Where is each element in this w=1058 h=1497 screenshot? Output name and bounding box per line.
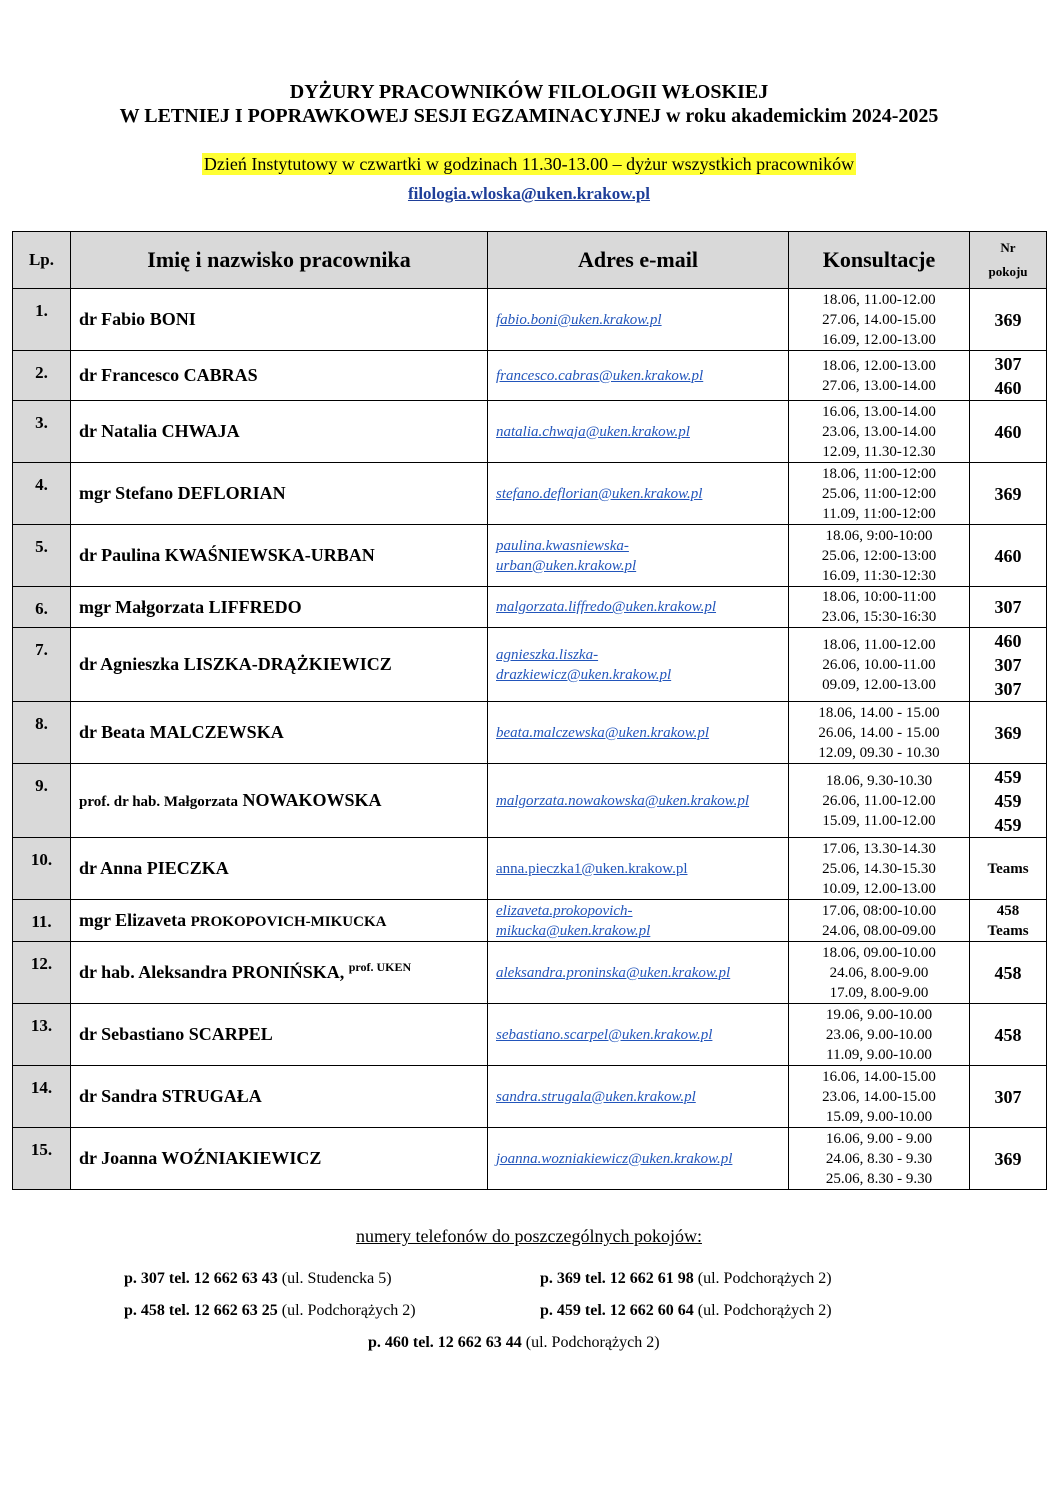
- room-number: [970, 900, 1047, 942]
- consultation-slot: 18.06, 11.00-12.00: [822, 636, 936, 653]
- email-cell: [488, 764, 789, 838]
- email-line: aleksandra.proninska@uken.krakow.pl: [496, 964, 731, 981]
- row-number: 9.: [13, 764, 71, 838]
- header-consultations: Konsultacje: [789, 232, 970, 289]
- employee-title-firstname: dr hab. Aleksandra: [79, 962, 228, 982]
- table-row: [13, 942, 1047, 1004]
- institute-day-note: [0, 154, 1058, 175]
- employee-title-firstname: dr Joanna: [79, 1148, 158, 1168]
- room-number: [970, 628, 1047, 702]
- email-line: urban@uken.krakow.pl: [496, 557, 637, 574]
- email-line: paulina.kwasniewska-: [496, 537, 629, 554]
- room-value: 307: [994, 678, 1022, 699]
- table-row: [13, 1066, 1047, 1128]
- phones-title: numery telefonów do poszczególnych pokojów:: [356, 1226, 702, 1246]
- email-cell: [488, 900, 789, 942]
- phone-label: p. 459 tel. 12 662 60 64: [540, 1302, 694, 1319]
- table-row: [13, 628, 1047, 702]
- employee-surname: PRONIŃSKA,: [231, 962, 345, 982]
- consultation-slot: 18.06, 12.00-13.00: [822, 357, 936, 374]
- employee-surname: MALCZEWSKA: [149, 722, 284, 742]
- employee-name: [71, 289, 488, 351]
- employee-name: [71, 764, 488, 838]
- table-row: [13, 525, 1047, 587]
- email-cell: [488, 1004, 789, 1066]
- room-value: 369: [994, 309, 1022, 330]
- consultation-slot: 16.06, 14.00-15.00: [822, 1068, 936, 1085]
- consultation-slot: 16.09, 11:30-12:30: [821, 567, 937, 584]
- consultation-slot: 26.06, 14.00 - 15.00: [818, 724, 940, 741]
- employee-title-firstname: dr Beata: [79, 722, 146, 742]
- employee-name: [71, 1004, 488, 1066]
- consultation-times: [789, 351, 970, 401]
- email-link[interactable]: [496, 484, 788, 504]
- consultation-slot: 24.06, 08.00-09.00: [822, 922, 936, 939]
- consultation-times: [789, 587, 970, 628]
- phone-address: (ul. Studencka 5): [281, 1270, 392, 1287]
- consultation-slot: 24.06, 8.30 - 9.30: [825, 1150, 933, 1167]
- table-row: [13, 702, 1047, 764]
- room-value: 369: [994, 1148, 1022, 1169]
- room-number: [970, 942, 1047, 1004]
- room-number: [970, 764, 1047, 838]
- consultation-slot: 27.06, 14.00-15.00: [822, 311, 936, 328]
- email-cell: [488, 1128, 789, 1190]
- header-email: Adres e-mail: [488, 232, 789, 289]
- consultation-slot: 17.06, 13.30-14.30: [822, 840, 936, 857]
- room-value: 460: [994, 421, 1022, 442]
- email-link[interactable]: [496, 310, 788, 330]
- consultation-slot: 12.09, 11.30-12.30: [822, 443, 936, 460]
- phone-entry: [540, 1302, 832, 1320]
- room-value: 369: [994, 722, 1022, 743]
- employee-name: [71, 463, 488, 525]
- employee-surname: WOŹNIAKIEWICZ: [161, 1148, 322, 1168]
- employee-surname: SCARPEL: [188, 1024, 273, 1044]
- email-link[interactable]: [496, 901, 788, 941]
- department-email: [0, 184, 1058, 204]
- phone-address: (ul. Podchorążych 2): [697, 1270, 832, 1287]
- institute-day-text: Dzień Instytutowy w czwartki w godzinach 11.30-13.00 – dyżur wszystkich pracowników: [203, 154, 855, 174]
- phone-address: (ul. Podchorążych 2): [525, 1334, 660, 1351]
- table-row: [13, 587, 1047, 628]
- email-line: francesco.cabras@uken.krakow.pl: [496, 367, 704, 384]
- room-number: [970, 1004, 1047, 1066]
- room-value: Teams: [987, 860, 1029, 877]
- phone-label: p. 307 tel. 12 662 63 43: [124, 1270, 278, 1287]
- room-number: [970, 289, 1047, 351]
- employee-name: [71, 900, 488, 942]
- email-line: mikucka@uken.krakow.pl: [496, 922, 651, 939]
- employee-surname: DEFLORIAN: [177, 483, 286, 503]
- email-link[interactable]: [496, 645, 788, 685]
- table-row: [13, 764, 1047, 838]
- consultation-slot: 17.06, 08:00-10.00: [821, 902, 937, 919]
- room-number: [970, 1066, 1047, 1128]
- header-room: [970, 232, 1047, 289]
- table-row: [13, 351, 1047, 401]
- employee-name: [71, 525, 488, 587]
- employee-name: [71, 838, 488, 900]
- room-value: 369: [994, 483, 1022, 504]
- consultation-times: [789, 628, 970, 702]
- employee-surname: STRUGAŁA: [161, 1086, 262, 1106]
- room-value: 460: [994, 545, 1022, 566]
- email-line: drazkiewicz@uken.krakow.pl: [496, 666, 672, 683]
- consultation-times: [789, 764, 970, 838]
- row-number: 13.: [13, 1004, 71, 1066]
- room-value: 458: [994, 962, 1022, 983]
- table-row: [13, 900, 1047, 942]
- employee-surname: LIFFREDO: [208, 596, 302, 617]
- employee-name: [71, 628, 488, 702]
- room-number: [970, 702, 1047, 764]
- room-number: [970, 587, 1047, 628]
- consultation-times: [789, 702, 970, 764]
- row-number: 10.: [13, 838, 71, 900]
- page-title-line1: DYŻURY PRACOWNIKÓW FILOLOGII WŁOSKIEJ: [289, 81, 769, 103]
- consultation-slot: 23.06, 15:30-16:30: [821, 609, 937, 625]
- duty-hours-table: [12, 231, 1047, 1190]
- email-cell: [488, 463, 789, 525]
- phone-entry: [124, 1302, 416, 1320]
- row-number: 2.: [13, 351, 71, 401]
- email-line: sebastiano.scarpel@uken.krakow.pl: [496, 1026, 713, 1043]
- employee-surname: PIECZKA: [146, 858, 229, 878]
- row-number: 14.: [13, 1066, 71, 1128]
- email-line: agnieszka.liszka-: [496, 646, 599, 663]
- employee-name: [71, 1128, 488, 1190]
- header-name: Imię i nazwisko pracownika: [71, 232, 488, 289]
- employee-surname: CABRAS: [183, 365, 258, 385]
- email-link[interactable]: [496, 1087, 788, 1107]
- email-link[interactable]: [496, 963, 788, 983]
- consultation-slot: 19.06, 9.00-10.00: [825, 1006, 933, 1023]
- room-value: Teams: [987, 922, 1029, 939]
- employee-title-firstname: dr Agnieszka: [79, 654, 180, 674]
- employee-title-firstname: mgr Stefano: [79, 483, 174, 503]
- room-value: 307: [994, 597, 1022, 617]
- employee-surname: BONI: [149, 309, 196, 329]
- phone-entry: [540, 1270, 832, 1288]
- email-line: sandra.strugala@uken.krakow.pl: [496, 1088, 696, 1105]
- email-link[interactable]: [496, 723, 788, 743]
- header-room-line2: pokoju: [988, 264, 1028, 279]
- email-cell: [488, 525, 789, 587]
- consultation-slot: 18.06, 9.30-10.30: [825, 772, 933, 789]
- consultation-slot: 16.06, 9.00 - 9.00: [825, 1130, 933, 1147]
- phone-address: (ul. Podchorążych 2): [281, 1302, 416, 1319]
- consultation-slot: 16.09, 12.00-13.00: [822, 331, 936, 348]
- room-value: 307: [994, 353, 1022, 374]
- table-row: [13, 1004, 1047, 1066]
- room-value: 459: [994, 790, 1022, 811]
- room-value: 460: [994, 630, 1022, 651]
- room-number: [970, 838, 1047, 900]
- row-number: 3.: [13, 401, 71, 463]
- employee-name: [71, 401, 488, 463]
- employee-title-firstname: dr Natalia: [79, 421, 158, 441]
- email-line: anna.pieczka1@uken.krakow.pl: [496, 860, 688, 877]
- room-value: 459: [994, 766, 1022, 787]
- table-row: [13, 463, 1047, 525]
- room-value: 307: [994, 654, 1022, 675]
- header-room-line1: Nr: [1000, 240, 1016, 255]
- consultation-slot: 23.06, 14.00-15.00: [822, 1088, 936, 1105]
- room-value: 460: [994, 377, 1022, 398]
- room-value: 458: [996, 902, 1020, 919]
- phone-label: p. 458 tel. 12 662 63 25: [124, 1302, 278, 1319]
- consultation-slot: 25.06, 11:00-12:00: [821, 485, 937, 502]
- consultation-times: [789, 1066, 970, 1128]
- page-title-line2: W LETNIEJ I POPRAWKOWEJ SESJI EGZAMINACYJNEJ w roku akademickim 2024-2025: [119, 105, 939, 127]
- consultation-slot: 15.09, 9.00-10.00: [825, 1108, 933, 1125]
- phone-entry: [368, 1334, 660, 1352]
- email-cell: [488, 942, 789, 1004]
- employee-name: [71, 942, 488, 1004]
- email-cell: [488, 351, 789, 401]
- phone-label: p. 369 tel. 12 662 61 98: [540, 1270, 694, 1287]
- phone-address: (ul. Podchorążych 2): [697, 1302, 832, 1319]
- email-line: natalia.chwaja@uken.krakow.pl: [496, 423, 690, 440]
- consultation-slot: 18.06, 11.00-12.00: [822, 291, 936, 308]
- employee-title-firstname: dr Sandra: [79, 1086, 158, 1106]
- email-line: elizaveta.prokopovich-: [496, 902, 633, 919]
- consultation-slot: 27.06, 13.00-14.00: [822, 377, 936, 394]
- room-number: [970, 401, 1047, 463]
- row-number: 11.: [13, 900, 71, 942]
- table-row: [13, 289, 1047, 351]
- room-number: [970, 525, 1047, 587]
- email-cell: [488, 1066, 789, 1128]
- header-lp: Lp.: [13, 232, 71, 289]
- consultation-times: [789, 463, 970, 525]
- consultation-times: [789, 1004, 970, 1066]
- consultation-slot: 25.06, 8.30 - 9.30: [825, 1170, 933, 1187]
- consultation-slot: 17.09, 8.00-9.00: [829, 984, 929, 1001]
- row-number: 6.: [13, 587, 71, 628]
- consultation-slot: 11.09, 11:00-12:00: [822, 505, 936, 522]
- employee-title-firstname: dr Sebastiano: [79, 1024, 185, 1044]
- employee-title-suffix: prof. UKEN: [348, 960, 412, 974]
- email-link[interactable]: [496, 1149, 788, 1169]
- room-value: 458: [994, 1024, 1022, 1045]
- email-link[interactable]: [496, 536, 788, 576]
- email-link[interactable]: [496, 422, 788, 442]
- email-line: malgorzata.nowakowska@uken.krakow.pl: [496, 792, 750, 809]
- employee-name: [71, 1066, 488, 1128]
- email-line: stefano.deflorian@uken.krakow.pl: [496, 485, 703, 502]
- row-number: 5.: [13, 525, 71, 587]
- employee-surname: NOWAKOWSKA: [242, 790, 382, 810]
- room-number: [970, 1128, 1047, 1190]
- email-cell: [488, 838, 789, 900]
- consultation-slot: 25.06, 12:00-13:00: [821, 547, 937, 564]
- email-line: joanna.wozniakiewicz@uken.krakow.pl: [496, 1150, 733, 1167]
- email-link[interactable]: [496, 791, 788, 811]
- room-number: [970, 463, 1047, 525]
- email-line: beata.malczewska@uken.krakow.pl: [496, 724, 710, 741]
- table-row: [13, 838, 1047, 900]
- row-number: 7.: [13, 628, 71, 702]
- row-number: 4.: [13, 463, 71, 525]
- employee-title-firstname: dr Francesco: [79, 365, 180, 385]
- consultation-slot: 23.06, 9.00-10.00: [825, 1026, 933, 1043]
- email-cell: [488, 702, 789, 764]
- row-number: 15.: [13, 1128, 71, 1190]
- consultation-slot: 18.06, 09.00-10.00: [822, 944, 936, 961]
- consultation-times: [789, 900, 970, 942]
- phone-entry: [124, 1270, 392, 1288]
- table-row: [13, 401, 1047, 463]
- email-link[interactable]: [496, 859, 788, 879]
- employee-name: [71, 702, 488, 764]
- consultation-slot: 12.09, 09.30 - 10.30: [818, 744, 940, 761]
- consultation-slot: 11.09, 9.00-10.00: [826, 1046, 932, 1063]
- consultation-slot: 24.06, 8.00-9.00: [829, 964, 929, 981]
- consultation-times: [789, 401, 970, 463]
- row-number: 8.: [13, 702, 71, 764]
- employee-name: [71, 587, 488, 628]
- consultation-slot: 23.06, 13.00-14.00: [822, 423, 936, 440]
- email-cell: [488, 587, 789, 628]
- employee-surname: LISZKA-DRĄŻKIEWICZ: [183, 654, 392, 674]
- employee-name: [71, 351, 488, 401]
- table-header-row: [13, 232, 1047, 289]
- consultation-slot: 15.09, 11.00-12.00: [822, 812, 936, 829]
- email-cell: [488, 289, 789, 351]
- row-number: 12.: [13, 942, 71, 1004]
- phone-label: p. 460 tel. 12 662 63 44: [368, 1334, 522, 1351]
- consultation-slot: 10.09, 12.00-13.00: [822, 880, 936, 897]
- employee-title-firstname: dr Anna: [79, 858, 143, 878]
- consultation-slot: 16.06, 13.00-14.00: [822, 403, 936, 420]
- employee-title-firstname: dr Fabio: [79, 309, 146, 329]
- consultation-slot: 09.09, 12.00-13.00: [822, 676, 936, 693]
- table-row: [13, 1128, 1047, 1190]
- employee-title-firstname: dr Paulina: [79, 545, 161, 565]
- email-link[interactable]: [496, 366, 788, 386]
- consultation-times: [789, 525, 970, 587]
- email-cell: [488, 401, 789, 463]
- consultation-times: [789, 838, 970, 900]
- email-link[interactable]: [496, 1025, 788, 1045]
- room-number: [970, 351, 1047, 401]
- consultation-times: [789, 942, 970, 1004]
- consultation-slot: 18.06, 11:00-12:00: [821, 465, 937, 482]
- room-value: 307: [994, 1086, 1022, 1107]
- email-line: malgorzata.liffredo@uken.krakow.pl: [496, 599, 717, 615]
- consultation-slot: 18.06, 10:00-11:00: [821, 589, 937, 605]
- employee-title-firstname: mgr Małgorzata: [79, 596, 205, 617]
- consultation-slot: 26.06, 11.00-12.00: [822, 792, 936, 809]
- email-cell: [488, 628, 789, 702]
- consultation-slot: 25.06, 14.30-15.30: [822, 860, 936, 877]
- email-link[interactable]: [496, 597, 788, 617]
- consultation-times: [789, 1128, 970, 1190]
- room-value: 459: [994, 814, 1022, 835]
- consultation-slot: 18.06, 9:00-10:00: [825, 527, 933, 544]
- employee-title-firstname: prof. dr hab. Małgorzata: [79, 794, 239, 810]
- consultation-slot: 18.06, 14.00 - 15.00: [818, 704, 940, 721]
- employee-title-firstname: mgr Elizaveta: [79, 910, 187, 930]
- employee-surname: KWAŚNIEWSKA-URBAN: [164, 545, 375, 565]
- consultation-times: [789, 289, 970, 351]
- email-line: fabio.boni@uken.krakow.pl: [496, 311, 662, 328]
- department-email-link[interactable]: filologia.wloska@uken.krakow.pl: [407, 184, 651, 203]
- employee-surname: PROKOPOVICH-MIKUCKA: [190, 914, 387, 930]
- row-number: 1.: [13, 289, 71, 351]
- employee-surname: CHWAJA: [161, 421, 240, 441]
- consultation-slot: 26.06, 10.00-11.00: [822, 656, 936, 673]
